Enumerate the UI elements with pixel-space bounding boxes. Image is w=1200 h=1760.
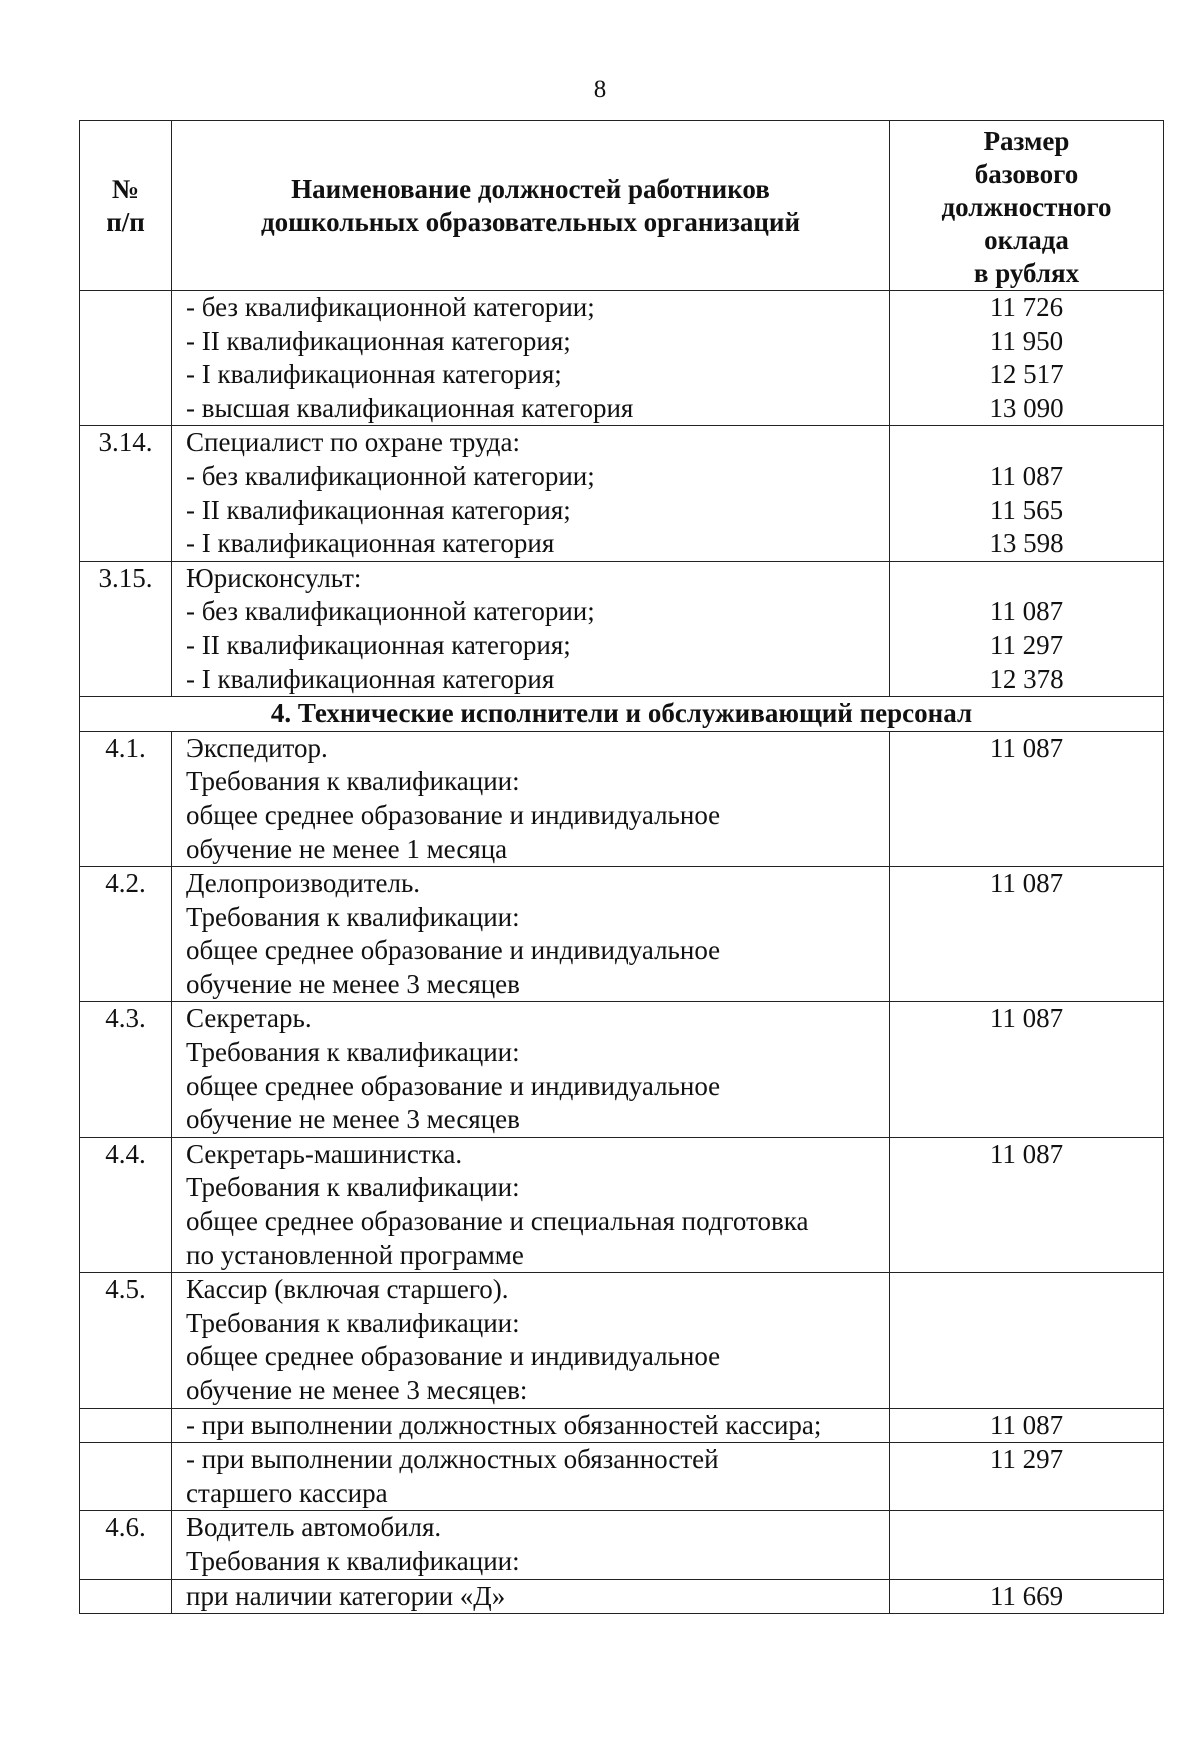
salary-table: [79, 120, 1164, 1614]
position-line: обучение не менее 3 месяцев:: [186, 1375, 528, 1405]
salary-value: [890, 1137, 1164, 1272]
header-number-line: №: [111, 173, 140, 204]
salary-amount: 11 087: [989, 1409, 1064, 1440]
position-line: Требования к квалификации:: [186, 1037, 520, 1068]
salary-amount: [890, 1511, 1163, 1545]
salary-amount: 11 087: [989, 1003, 1064, 1034]
salary-amount: 11 087: [989, 732, 1064, 763]
position-line: Требования к квалификации:: [186, 1172, 520, 1203]
row-number: 3.15.: [80, 561, 172, 696]
table-row: [80, 1443, 1164, 1511]
header-salary-size: [890, 121, 1164, 291]
table-row: [80, 731, 1164, 866]
salary-value: [890, 1443, 1164, 1511]
position-name: [172, 426, 890, 561]
salary-amount: 11 726: [989, 292, 1064, 322]
salary-amount: 11 297: [989, 1444, 1064, 1475]
position-line: Требования к квалификации:: [186, 1307, 520, 1338]
position-name: [172, 867, 890, 1002]
position-line: Юрисконсульт:: [186, 562, 362, 593]
table-row: [80, 1579, 1164, 1614]
position-line: - высшая квалификационная категория: [186, 392, 634, 423]
position-line: общее среднее образование и специальная подготовка: [186, 1206, 809, 1237]
section-title: 4. Технические исполнители и обслуживающий персонал: [80, 697, 1164, 732]
position-name: [172, 1273, 890, 1408]
header-position-line: дошкольных образовательных организаций: [261, 206, 800, 237]
salary-amount: 11 297: [989, 629, 1064, 660]
position-line: Требования к квалификации:: [186, 1545, 520, 1576]
header-position-line: Наименование должностей работников: [291, 173, 770, 204]
table-row: [80, 1511, 1164, 1579]
salary-amount: 12 517: [989, 359, 1064, 390]
position-line: - I квалификационная категория;: [186, 359, 562, 390]
salary-amount: 11 087: [989, 596, 1064, 627]
position-name: [172, 731, 890, 866]
position-line: - II квалификационная категория;: [186, 325, 571, 356]
row-number: [80, 1579, 172, 1614]
salary-amount: 13 090: [989, 392, 1064, 423]
position-line: Секретарь.: [186, 1003, 312, 1034]
position-line: Секретарь-машинистка.: [186, 1138, 463, 1169]
row-number: [80, 1408, 172, 1443]
position-line: Требования к квалификации:: [186, 901, 520, 932]
position-name: [172, 561, 890, 696]
section-row: [80, 697, 1164, 732]
table-row: [80, 291, 1164, 426]
position-line: общее среднее образование и индивидуальное: [186, 1070, 721, 1101]
position-line: Водитель автомобиля.: [186, 1512, 442, 1543]
row-number: [80, 1443, 172, 1511]
salary-value: [890, 1273, 1164, 1408]
header-salary-line: должностного: [941, 192, 1112, 222]
header-position-name: [172, 121, 890, 291]
salary-value: [890, 1579, 1164, 1614]
position-line: - II квалификационная категория;: [186, 629, 571, 660]
position-line: обучение не менее 3 месяцев: [186, 1104, 520, 1135]
row-number: 3.14.: [80, 426, 172, 561]
row-number: 4.1.: [80, 731, 172, 866]
position-line: обучение не менее 1 месяца: [186, 833, 508, 864]
position-name: [172, 1002, 890, 1137]
position-line: Требования к квалификации:: [186, 766, 520, 797]
salary-amount: [890, 1273, 1163, 1307]
salary-value: [890, 426, 1164, 561]
table-body: [80, 291, 1164, 1614]
salary-amount: 11 669: [989, 1580, 1064, 1611]
table-row: [80, 426, 1164, 561]
position-line: Делопроизводитель.: [186, 868, 421, 899]
table-row: [80, 561, 1164, 696]
row-number: 4.4.: [80, 1137, 172, 1272]
salary-value: [890, 867, 1164, 1002]
table-row: [80, 1137, 1164, 1272]
position-line: общее среднее образование и индивидуальное: [186, 799, 721, 830]
salary-amount: [890, 426, 1163, 460]
table-row: [80, 1408, 1164, 1443]
salary-value: [890, 291, 1164, 426]
position-name: [172, 1443, 890, 1511]
position-line: - при выполнении должностных обязанностей: [186, 1444, 719, 1475]
row-number: 4.2.: [80, 867, 172, 1002]
position-line: - без квалификационной категории;: [186, 460, 595, 491]
table-row: [80, 1273, 1164, 1408]
position-line: Специалист по охране труда:: [186, 427, 521, 458]
salary-amount: 11 087: [989, 460, 1064, 491]
row-number: 4.5.: [80, 1273, 172, 1408]
salary-value: [890, 1408, 1164, 1443]
salary-amount: 12 378: [989, 663, 1064, 694]
table-row: [80, 867, 1164, 1002]
position-line: - без квалификационной категории;: [186, 596, 595, 627]
header-number: [80, 121, 172, 291]
header-number-line: п/п: [106, 206, 145, 237]
position-line: - без квалификационной категории;: [186, 292, 595, 322]
position-line: - I квалификационная категория: [186, 528, 555, 559]
position-line: по установленной программе: [186, 1239, 524, 1270]
header-salary-line: базового: [974, 159, 1079, 189]
position-name: [172, 1137, 890, 1272]
position-line: Кассир (включая старшего).: [186, 1274, 509, 1305]
table-row: [80, 1002, 1164, 1137]
position-line: при наличии категории «Д»: [186, 1580, 506, 1611]
page-number: 8: [593, 76, 607, 103]
salary-amount: [890, 562, 1163, 596]
salary-amount: 13 598: [989, 528, 1064, 559]
position-name: [172, 1579, 890, 1614]
position-line: обучение не менее 3 месяцев: [186, 968, 520, 999]
position-name: [172, 291, 890, 426]
header-salary-line: Размер: [983, 126, 1070, 156]
row-number: [80, 291, 172, 426]
row-number: 4.6.: [80, 1511, 172, 1579]
position-line: старшего кассира: [186, 1477, 388, 1508]
salary-amount: 11 087: [989, 868, 1064, 899]
position-line: Экспедитор.: [186, 732, 328, 763]
salary-value: [890, 561, 1164, 696]
salary-amount: 11 950: [989, 325, 1064, 356]
salary-value: [890, 1002, 1164, 1137]
position-line: общее среднее образование и индивидуальное: [186, 935, 721, 966]
row-number: 4.3.: [80, 1002, 172, 1137]
position-line: общее среднее образование и индивидуальное: [186, 1341, 721, 1372]
position-line: - при выполнении должностных обязанностей кассира;: [186, 1409, 822, 1440]
salary-value: [890, 731, 1164, 866]
header-salary-line: оклада: [984, 225, 1069, 255]
header-salary-line: в рублях: [973, 258, 1080, 288]
position-line: - II квалификационная категория;: [186, 494, 571, 525]
position-name: [172, 1408, 890, 1443]
position-line: - I квалификационная категория: [186, 663, 555, 694]
table-header-row: [80, 121, 1164, 291]
salary-amount: 11 087: [989, 1138, 1064, 1169]
salary-value: [890, 1511, 1164, 1579]
salary-amount: 11 565: [989, 494, 1064, 525]
position-name: [172, 1511, 890, 1579]
